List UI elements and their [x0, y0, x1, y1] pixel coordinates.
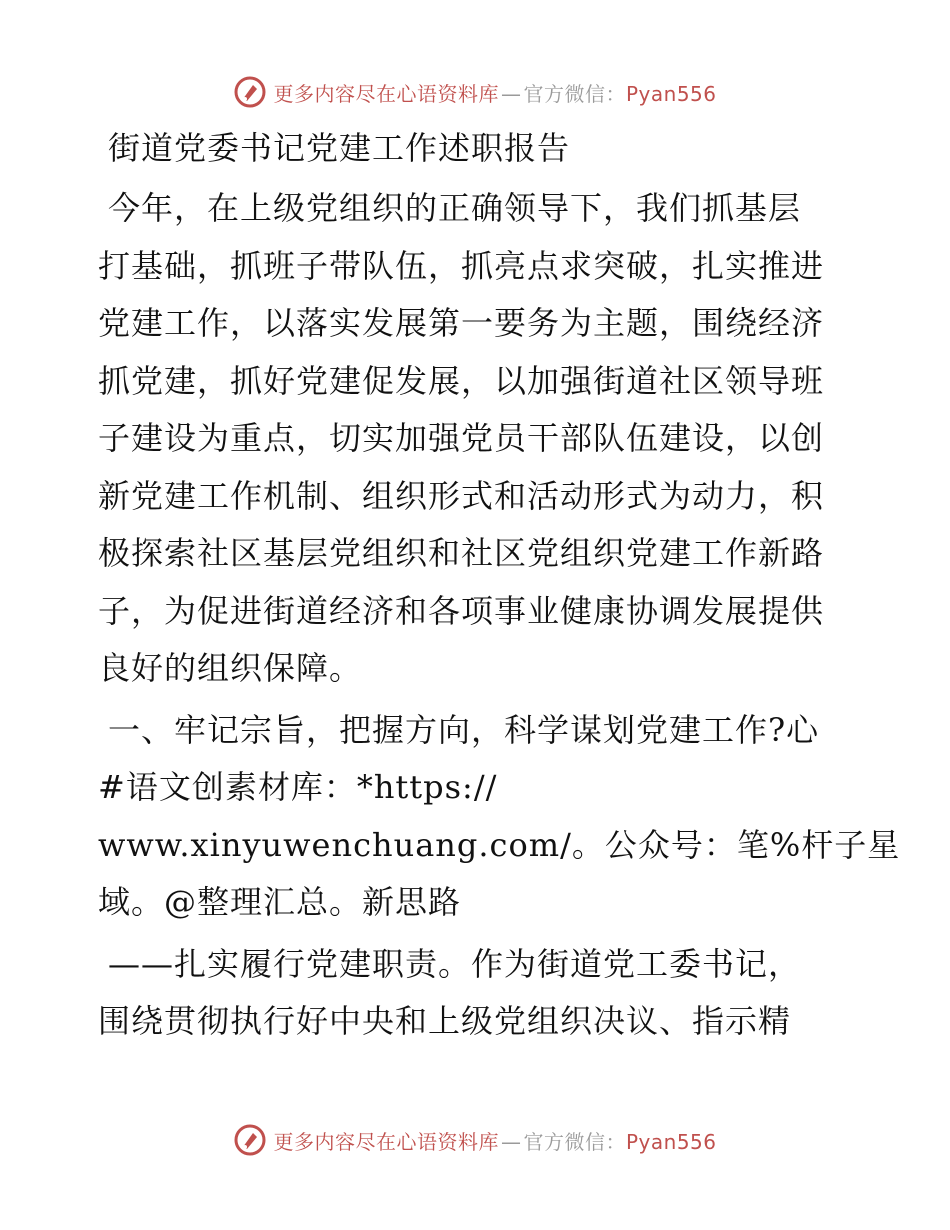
paragraph-line: #语文创素材库：*https://: [98, 768, 498, 806]
pen-nib-logo-icon: [233, 1123, 267, 1157]
paragraph-line: 党建工作，以落实发展第一要务为主题，围绕经济: [98, 304, 825, 342]
paragraph-line: 今年，在上级党组织的正确领导下，我们抓基层: [108, 189, 802, 227]
pen-nib-logo-icon: [233, 75, 267, 109]
paragraph-line: 子建设为重点，切实加强党员干部队伍建设，以创: [98, 419, 825, 457]
document-title: 街道党委书记党建工作述职报告: [108, 129, 571, 167]
paragraph-line: 打基础，抓班子带队伍，抓亮点求突破，扎实推进: [98, 246, 825, 285]
document-body: [98, 120, 901, 1051]
footer-watermark: [0, 1120, 950, 1160]
watermark-text: 更多内容尽在心语资料库 — 官方微信：Pyan556: [273, 81, 717, 106]
paragraph-line: 极探索社区基层党组织和社区党组织党建工作新路: [98, 534, 825, 572]
section-heading: 一、牢记宗旨，把握方向，科学谋划党建工作?心: [108, 710, 820, 749]
paragraph-line: 良好的组织保障。: [98, 649, 363, 687]
paragraph-line: 子，为促进街道经济和各项事业健康协调发展提供: [98, 591, 825, 630]
paragraph-line: 围绕贯彻执行好中央和上级党组织决议、指示精: [98, 1002, 792, 1040]
watermark-text: 更多内容尽在心语资料库 — 官方微信：Pyan556: [273, 1129, 717, 1154]
paragraph-line: www.xinyuwenchuang.com/。公众号：笔%杆子星: [98, 825, 901, 864]
paragraph-line: 抓党建，抓好党建促发展，以加强街道社区领导班: [98, 361, 825, 400]
header-watermark: [0, 72, 950, 112]
paragraph-line: ——扎实履行党建职责。作为街道党工委书记，: [108, 944, 802, 983]
paragraph-line: 新党建工作机制、组织形式和活动形式为动力，积: [98, 476, 825, 515]
paragraph-line: 域。@整理汇总。新思路: [98, 883, 462, 921]
